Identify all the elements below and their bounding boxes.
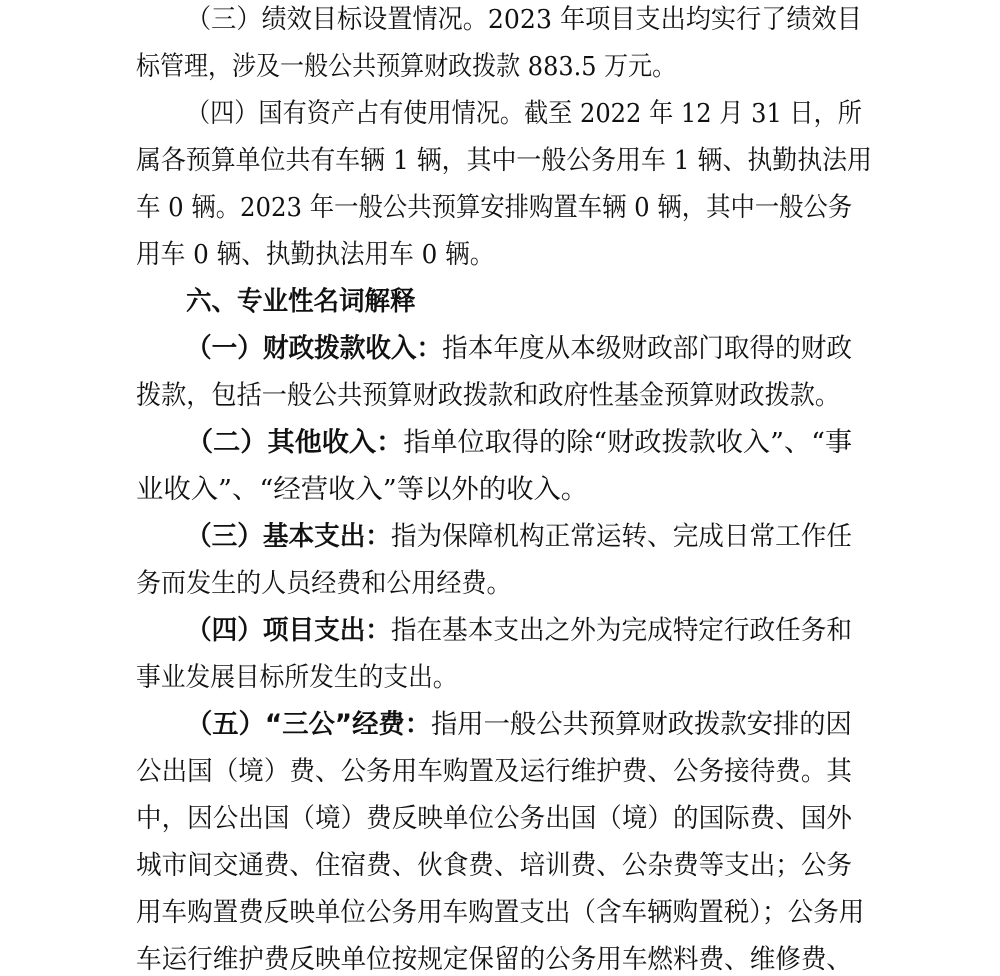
line-text: 事业发展目标所发生的支出。 bbox=[136, 662, 458, 693]
line-text: （三）绩效目标设置情况。2023 年项目支出均实行了绩效目 bbox=[186, 4, 862, 35]
line-text: 务而发生的人员经费和公用经费。 bbox=[136, 568, 512, 599]
paragraph-line bbox=[136, 376, 840, 416]
line-text: 指用一般公共预算财政拨款安排的因 bbox=[431, 709, 852, 740]
paragraph-line bbox=[136, 940, 852, 976]
paragraph-line bbox=[136, 470, 588, 510]
line-text: 车运行维护费反映单位按规定保留的公务用车燃料费、维修费、 bbox=[136, 944, 852, 975]
paragraph-line bbox=[186, 94, 862, 134]
line-text: 城市间交通费、住宿费、伙食费、培训费、公杂费等支出；公务 bbox=[136, 850, 852, 881]
line-text: 指为保障机构正常运转、完成日常工作任 bbox=[390, 521, 852, 552]
paragraph-line bbox=[136, 188, 852, 228]
paragraph-line bbox=[186, 517, 852, 557]
paragraph-line bbox=[136, 47, 676, 87]
paragraph-line bbox=[136, 658, 458, 698]
paragraph-line bbox=[136, 893, 864, 933]
line-text: 标管理，涉及一般公共预算财政拨款 883.5 万元。 bbox=[136, 51, 677, 82]
line-text: 业收入”、“经营收入”等以外的收入。 bbox=[136, 474, 589, 505]
paragraph-line bbox=[136, 235, 494, 275]
line-text: 指本年度从本级财政部门取得的财政 bbox=[442, 333, 852, 364]
term-label: （四）项目支出： bbox=[186, 615, 391, 646]
term-label: （二）其他收入： bbox=[186, 427, 404, 458]
line-text: 中，因公出国（境）费反映单位公务出国（境）的国际费、国外 bbox=[136, 803, 852, 834]
heading-text: 六、专业性名词解释 bbox=[186, 286, 416, 317]
paragraph-line bbox=[136, 752, 852, 792]
line-text: 公出国（境）费、公务用车购置及运行维护费、公务接待费。其 bbox=[136, 756, 852, 787]
paragraph-line bbox=[136, 846, 852, 886]
paragraph-line bbox=[136, 799, 852, 839]
paragraph-line bbox=[186, 611, 852, 651]
paragraph-line bbox=[186, 423, 852, 463]
line-text: 指单位取得的除“财政拨款收入”、“事 bbox=[403, 427, 853, 458]
paragraph-line bbox=[136, 564, 512, 604]
line-text: 用车购置费反映单位公务用车购置支出（含车辆购置税）；公务用 bbox=[136, 897, 865, 928]
line-text: 用车 0 辆、执勤执法用车 0 辆。 bbox=[136, 239, 495, 270]
line-text: 指在基本支出之外为完成特定行政任务和 bbox=[390, 615, 852, 646]
term-label: （一）财政拨款收入： bbox=[186, 333, 443, 364]
paragraph-line bbox=[186, 705, 852, 745]
line-text: 属各预算单位共有车辆 1 辆，其中一般公务用车 1 辆、执勤执法用 bbox=[136, 145, 872, 176]
line-text: 车 0 辆。2023 年一般公共预算安排购置车辆 0 辆，其中一般公务 bbox=[136, 192, 853, 223]
section-heading bbox=[186, 282, 416, 322]
paragraph-line bbox=[186, 329, 852, 369]
line-text: （四）国有资产占有使用情况。截至 2022 年 12 月 31 日，所 bbox=[186, 98, 862, 129]
term-label: （三）基本支出： bbox=[186, 521, 391, 552]
term-label: （五）“三公”经费： bbox=[186, 709, 432, 740]
line-text: 拨款，包括一般公共预算财政拨款和政府性基金预算财政拨款。 bbox=[136, 380, 840, 411]
paragraph-line bbox=[186, 0, 862, 40]
paragraph-line bbox=[136, 141, 872, 181]
